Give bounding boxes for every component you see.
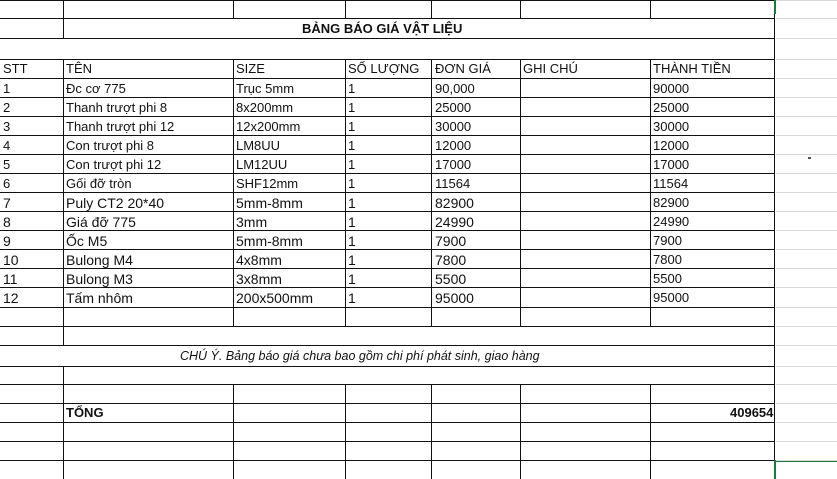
grid-vline: [650, 59, 651, 326]
empty-grid-line: [776, 230, 837, 231]
empty-grid-line: [776, 59, 837, 60]
cell-ten: Thanh trượt phi 12: [66, 119, 175, 134]
empty-grid-line: [776, 38, 837, 39]
grid-vline: [650, 384, 651, 479]
grid-vline: [520, 384, 521, 479]
selection-edge: [774, 0, 776, 14]
cell-thanh-tien: 90000: [653, 81, 690, 96]
cell-stt: 7: [3, 195, 11, 211]
cell-ten: Bulong M3: [66, 271, 133, 287]
cell-stt: 2: [3, 100, 11, 115]
grid-hline: [0, 441, 775, 442]
cell-size: 3x8mm: [236, 271, 282, 287]
header-stt: STT: [3, 61, 28, 76]
cell-size: LM8UU: [236, 138, 281, 153]
cell-size: 5mm-8mm: [236, 233, 303, 249]
cell-don-gia: 24990: [435, 214, 474, 230]
empty-grid-line: [776, 154, 837, 155]
grid-hline: [0, 135, 775, 136]
grid-vline: [431, 384, 432, 479]
header-thanh-tien: THÀNH TIỀN: [653, 61, 731, 76]
cell-ten: Puly CT2 20*40: [66, 195, 165, 211]
cell-so-luong: 1: [348, 138, 356, 153]
cell-so-luong: 1: [348, 157, 356, 172]
cell-thanh-tien: 11564: [653, 176, 689, 191]
grid-hline: [0, 384, 775, 385]
cell-size: 12x200mm: [236, 119, 301, 134]
cell-stt: 11: [3, 271, 18, 287]
empty-grid-line: [776, 78, 837, 79]
empty-grid-line: [776, 135, 837, 136]
grid-vline: [233, 59, 234, 326]
cell-don-gia: 5500: [435, 271, 467, 287]
header-so-luong: SỐ LƯỢNG: [348, 61, 420, 76]
cell-ten: Con trượt phi 8: [66, 138, 155, 153]
cell-thanh-tien: 5500: [653, 271, 682, 286]
grid-hline: [0, 460, 775, 461]
empty-grid-line: [776, 268, 837, 269]
cell-size: 4x8mm: [236, 252, 282, 268]
grid-vline: [431, 59, 432, 326]
stray-mark: [808, 157, 811, 159]
selection-edge-lower: [774, 460, 776, 479]
cell-ten: Thanh trượt phi 8: [66, 100, 168, 115]
cell-stt: 12: [3, 290, 19, 306]
empty-grid-line: [776, 18, 837, 19]
cell-thanh-tien: 30000: [653, 119, 690, 134]
cell-ten: Con trượt phi 12: [66, 157, 162, 172]
cell-size: SHF12mm: [236, 176, 299, 191]
cell-thanh-tien: 12000: [653, 138, 690, 153]
empty-grid-line: [776, 366, 837, 367]
grid-vline: [233, 0, 234, 18]
grid-hline: [0, 268, 775, 269]
cell-so-luong: 1: [348, 290, 356, 306]
empty-grid-line: [776, 460, 837, 461]
grid-hline: [0, 173, 775, 174]
grid-vline: [345, 59, 346, 326]
cell-size: 8x200mm: [236, 100, 294, 115]
grid-vline: [520, 0, 521, 18]
cell-stt: 3: [3, 119, 11, 134]
empty-grid-line: [776, 441, 837, 442]
grid-hline: [0, 345, 775, 346]
cell-don-gia: 7800: [435, 252, 467, 268]
grid-hline: [0, 97, 775, 98]
empty-grid-line: [776, 403, 837, 404]
empty-grid-area: [775, 0, 837, 479]
cell-thanh-tien: 25000: [653, 100, 690, 115]
grid-hline: [0, 211, 775, 212]
grid-hline: [0, 38, 775, 39]
cell-size: 3mm: [236, 214, 268, 230]
grid-hline: [0, 116, 775, 117]
empty-grid-line: [776, 422, 837, 423]
total-label: TỔNG: [66, 405, 104, 420]
cell-thanh-tien: 7900: [653, 233, 682, 248]
grid-vline: [520, 59, 521, 326]
cell-don-gia: 90,000: [435, 81, 475, 96]
cell-stt: 4: [3, 138, 11, 153]
note-text: CHÚ Ý. Bảng báo giá chưa bao gồm chi phí phát sinh, giao hàng: [180, 349, 540, 363]
grid-vline: [233, 384, 234, 479]
empty-grid-line: [776, 211, 837, 212]
grid-hline: [0, 0, 775, 1]
empty-grid-line: [776, 173, 837, 174]
cell-thanh-tien: 82900: [653, 195, 690, 210]
cell-ten: Tấm nhôm: [66, 290, 133, 306]
cell-stt: 10: [3, 252, 19, 268]
grid-vline: [63, 366, 64, 479]
empty-grid-line: [776, 97, 837, 98]
grid-hline: [0, 230, 775, 231]
total-value: 409654: [730, 405, 774, 420]
cell-so-luong: 1: [348, 271, 356, 287]
header-ghi-chu: GHI CHÚ: [523, 61, 578, 76]
empty-grid-line: [776, 116, 837, 117]
empty-grid-line: [776, 0, 837, 1]
cell-so-luong: 1: [348, 195, 356, 211]
cell-stt: 6: [3, 176, 11, 191]
cell-don-gia: 17000: [435, 157, 472, 172]
cell-so-luong: 1: [348, 100, 356, 115]
cell-stt: 1: [3, 81, 11, 96]
cell-ten: Bulong M4: [66, 252, 133, 268]
cell-don-gia: 25000: [435, 100, 472, 115]
cell-don-gia: 12000: [435, 138, 472, 153]
cell-ten: Giá đỡ 775: [66, 214, 136, 230]
cell-thanh-tien: 24990: [653, 214, 690, 229]
empty-grid-line: [776, 345, 837, 346]
cell-so-luong: 1: [348, 119, 356, 134]
cell-size: LM12UU: [236, 157, 288, 172]
grid-hline: [0, 403, 775, 404]
cell-size: 5mm-8mm: [236, 195, 303, 211]
grid-vline: [345, 384, 346, 479]
cell-so-luong: 1: [348, 214, 356, 230]
grid-vline: [63, 59, 64, 345]
grid-hline: [0, 326, 775, 327]
grid-vline: [431, 0, 432, 18]
grid-hline: [0, 249, 775, 250]
cell-size: 200x500mm: [236, 290, 314, 306]
empty-grid-line: [776, 249, 837, 250]
empty-grid-line: [776, 192, 837, 193]
cell-don-gia: 7900: [435, 233, 467, 249]
cell-size: Trục 5mm: [236, 81, 295, 96]
grid-hline: [0, 307, 775, 308]
cell-thanh-tien: 17000: [653, 157, 690, 172]
empty-grid-line: [776, 307, 837, 308]
cell-so-luong: 1: [348, 233, 356, 249]
empty-grid-line: [776, 384, 837, 385]
cell-stt: 8: [3, 214, 11, 230]
grid-vline: [650, 0, 651, 18]
cell-stt: 5: [3, 157, 11, 172]
grid-vline: [345, 0, 346, 18]
cell-ten: Đc cơ 775: [66, 81, 126, 96]
header-ten: TÊN: [66, 61, 92, 76]
cell-don-gia: 11564: [435, 176, 471, 191]
cell-so-luong: 1: [348, 81, 356, 96]
grid-vline: [63, 0, 64, 38]
cell-don-gia: 30000: [435, 119, 472, 134]
grid-hline: [0, 59, 775, 60]
grid-hline: [0, 192, 775, 193]
empty-grid-line: [776, 287, 837, 288]
cell-stt: 9: [3, 233, 11, 249]
cell-ten: Ốc M5: [66, 233, 108, 249]
empty-grid-line: [776, 326, 837, 327]
cell-thanh-tien: 7800: [653, 252, 682, 267]
cell-thanh-tien: 95000: [653, 290, 690, 305]
grid-hline: [0, 287, 775, 288]
cell-so-luong: 1: [348, 176, 356, 191]
cell-so-luong: 1: [348, 252, 356, 268]
grid-hline: [0, 78, 775, 79]
grid-hline: [0, 422, 775, 423]
sheet-title: BẢNG BÁO GIÁ VẬT LIỆU: [302, 21, 463, 36]
grid-hline: [0, 366, 775, 367]
cell-don-gia: 82900: [435, 195, 474, 211]
grid-hline: [0, 18, 775, 19]
cell-ten: Gối đỡ tròn: [66, 176, 132, 191]
cell-don-gia: 95000: [435, 290, 474, 306]
header-don-gia: ĐƠN GIÁ: [435, 61, 491, 76]
grid-hline: [0, 154, 775, 155]
header-size: SIZE: [236, 61, 265, 76]
